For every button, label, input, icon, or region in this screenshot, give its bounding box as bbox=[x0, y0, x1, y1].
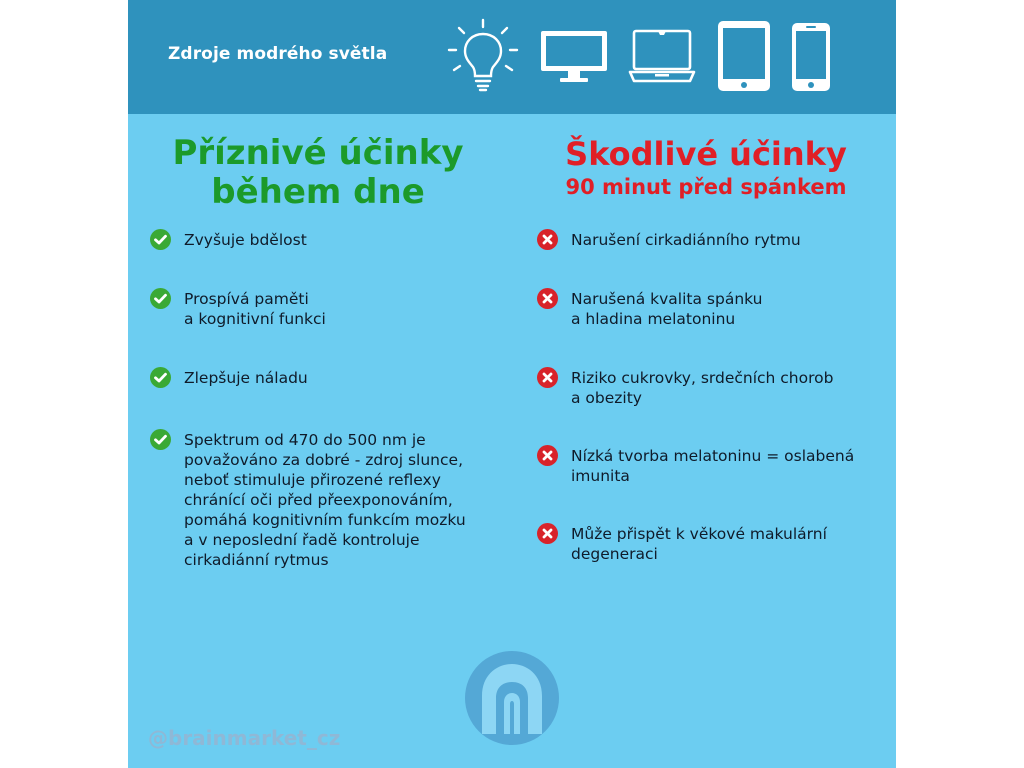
lightbulb-icon bbox=[446, 18, 520, 94]
good-item bbox=[150, 430, 466, 570]
header-title: Zdroje modrého světla bbox=[168, 44, 388, 64]
bad-item bbox=[537, 524, 827, 564]
good-item-text: Spektrum od 470 do 500 nm je považováno za dobré - zdroj slunce, neboť stimuluje přirozené reflexy chránící oči před přeexponováním, pomáhá kognitivním funkcím mozku a v neposlední řadě kontroluje cirkadiánní rytmus bbox=[184, 431, 466, 569]
good-item-text: Zlepšuje náladu bbox=[184, 369, 308, 387]
bad-item bbox=[537, 230, 801, 250]
bad-item-text: Může přispět k věkové makulární degeneraci bbox=[571, 525, 827, 563]
cross-icon bbox=[537, 523, 558, 544]
check-icon bbox=[150, 429, 171, 450]
infographic bbox=[128, 0, 896, 768]
good-item bbox=[150, 289, 326, 329]
monitor-icon bbox=[540, 30, 608, 84]
check-icon bbox=[150, 229, 171, 250]
good-effects-heading bbox=[138, 134, 498, 212]
bad-effects-subheading: 90 minut před spánkem bbox=[565, 175, 847, 199]
brainmarket-logo bbox=[464, 650, 560, 746]
bad-item bbox=[537, 368, 833, 408]
good-heading-line1: Příznivé účinky bbox=[172, 133, 464, 173]
good-item-text: Prospívá paměti a kognitivní funkci bbox=[184, 290, 326, 328]
phone-icon bbox=[791, 22, 831, 92]
bad-item-text: Narušení cirkadiánního rytmu bbox=[571, 231, 801, 249]
bad-item bbox=[537, 446, 854, 486]
cross-icon bbox=[537, 367, 558, 388]
bad-item bbox=[537, 289, 762, 329]
cross-icon bbox=[537, 229, 558, 250]
bad-item-text: Narušená kvalita spánku a hladina melatoninu bbox=[571, 290, 763, 328]
good-heading-line2: během dne bbox=[211, 172, 425, 212]
header-bar bbox=[128, 0, 896, 114]
laptop-icon bbox=[628, 28, 696, 84]
tablet-icon bbox=[717, 20, 771, 92]
good-item bbox=[150, 230, 307, 250]
cross-icon bbox=[537, 288, 558, 309]
social-handle: @brainmarket_cz bbox=[148, 726, 341, 750]
good-item-text: Zvyšuje bdělost bbox=[184, 231, 307, 249]
bad-item-text: Riziko cukrovky, srdečních chorob a obezity bbox=[571, 369, 834, 407]
check-icon bbox=[150, 367, 171, 388]
bad-effects-heading: Škodlivé účinky bbox=[565, 135, 847, 173]
cross-icon bbox=[537, 445, 558, 466]
bad-item-text: Nízká tvorba melatoninu = oslabená imunita bbox=[571, 447, 855, 485]
good-item bbox=[150, 368, 308, 388]
check-icon bbox=[150, 288, 171, 309]
